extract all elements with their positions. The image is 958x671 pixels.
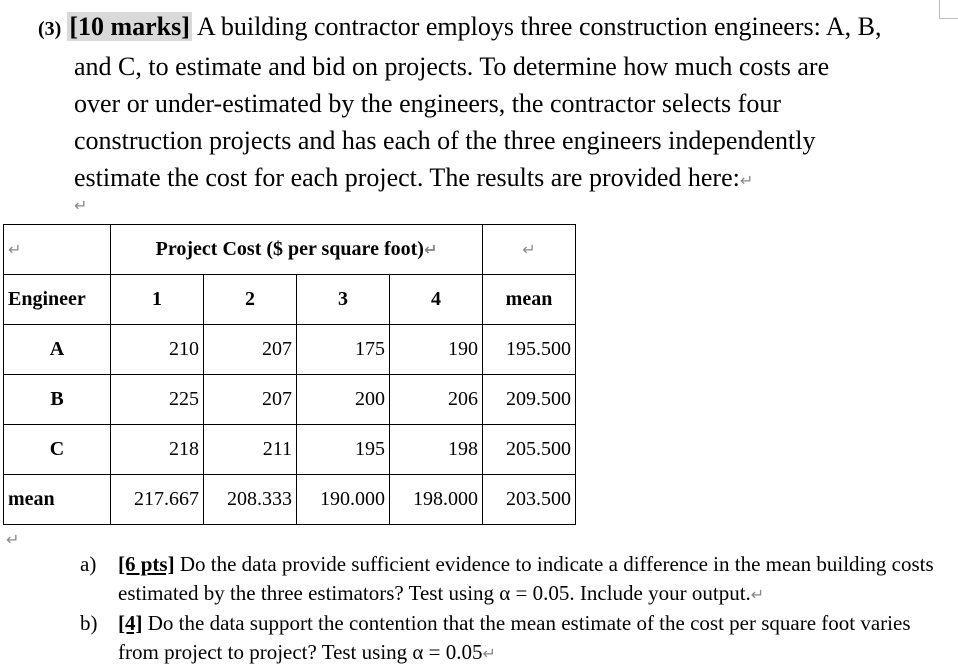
question-line-2 [38,48,948,85]
table-cell: 210 [111,325,204,375]
column-header: 1 [111,275,204,325]
part-points: [6 pts] [118,552,175,576]
table-cell: 207 [204,375,297,425]
question-line-text: estimate the cost for each project. The results are provided here: [74,163,740,192]
table-row [4,375,576,425]
table-row [4,475,576,525]
part-points: [4] [118,611,143,635]
table-cell: 175 [297,325,390,375]
table-cell-empty [4,225,111,275]
table-cell: 195 [297,425,390,475]
question-line-4 [38,122,948,159]
project-cost-table [3,224,576,525]
row-label: B [4,375,111,425]
paragraph-mark-icon: ↵ [522,240,536,259]
table-cell: 217.667 [111,475,204,525]
part-body [118,609,950,668]
table-cell: 206 [390,375,483,425]
question-marks: [10 marks] [69,12,190,41]
table-cell: 205.500 [483,425,576,475]
column-header: 2 [204,275,297,325]
part-a [80,550,950,609]
question-line-5 [38,159,948,199]
question-line-1 [38,8,948,48]
column-header: mean [483,275,576,325]
table-cell: 209.500 [483,375,576,425]
question-line-3 [38,85,948,122]
question-parts [80,550,950,668]
paragraph-mark-icon: ↵ [482,644,496,663]
part-b [80,609,950,668]
table-cell: 198 [390,425,483,475]
part-label: b) [80,611,98,635]
paragraph-mark-icon: ↵ [739,171,754,190]
question-line-text: over or under-estimated by the engineers, the contractor selects four [74,89,781,118]
table-cell: 198.000 [390,475,483,525]
question-line-text: A building contractor employs three construction engineers: A, B, [197,12,882,41]
table-cell: 195.500 [483,325,576,375]
part-body [118,550,950,609]
table-row [4,325,576,375]
part-text: Do the data provide sufficient evidence to indicate a difference in the mean building costs estimated by the three estimators? Test using α = 0.05. Include your output. [118,552,934,605]
table-cell: 190.000 [297,475,390,525]
table-cell: 211 [204,425,297,475]
question-line-text: construction projects and has each of the three engineers independently [74,126,816,155]
paragraph-mark-icon: ↵ [423,240,438,259]
part-label: a) [80,552,97,576]
question-line-text: and C, to estimate and bid on projects. To determine how much costs are [74,52,830,81]
column-header: 4 [390,275,483,325]
row-label: C [4,425,111,475]
table-title-text: Project Cost ($ per square foot) [155,238,424,260]
table-cell: 208.333 [204,475,297,525]
table-cell: 200 [297,375,390,425]
row-label: mean [4,475,111,525]
table-cell: 207 [204,325,297,375]
table-title [111,225,483,275]
paragraph-mark-icon: ↵ [6,530,20,549]
table-row [4,425,576,475]
part-text: Do the data support the contention that the mean estimate of the cost per square foot varies from project to project? Test using α = 0.05 [118,611,911,664]
table-cell: 203.500 [483,475,576,525]
column-header: 3 [297,275,390,325]
paragraph-mark-icon: ↵ [74,196,88,215]
row-label: A [4,325,111,375]
question-number: (3) [38,18,62,40]
table-cell: 218 [111,425,204,475]
paragraph-mark-icon: ↵ [750,585,765,604]
question-text [38,8,948,199]
table-column-header-row [4,275,576,325]
table-cell: 225 [111,375,204,425]
paragraph-mark-icon: ↵ [8,240,22,259]
table-cell: 190 [390,325,483,375]
row-header-label: Engineer [4,275,111,325]
table-cell-empty [483,225,576,275]
table-header-row [4,225,576,275]
